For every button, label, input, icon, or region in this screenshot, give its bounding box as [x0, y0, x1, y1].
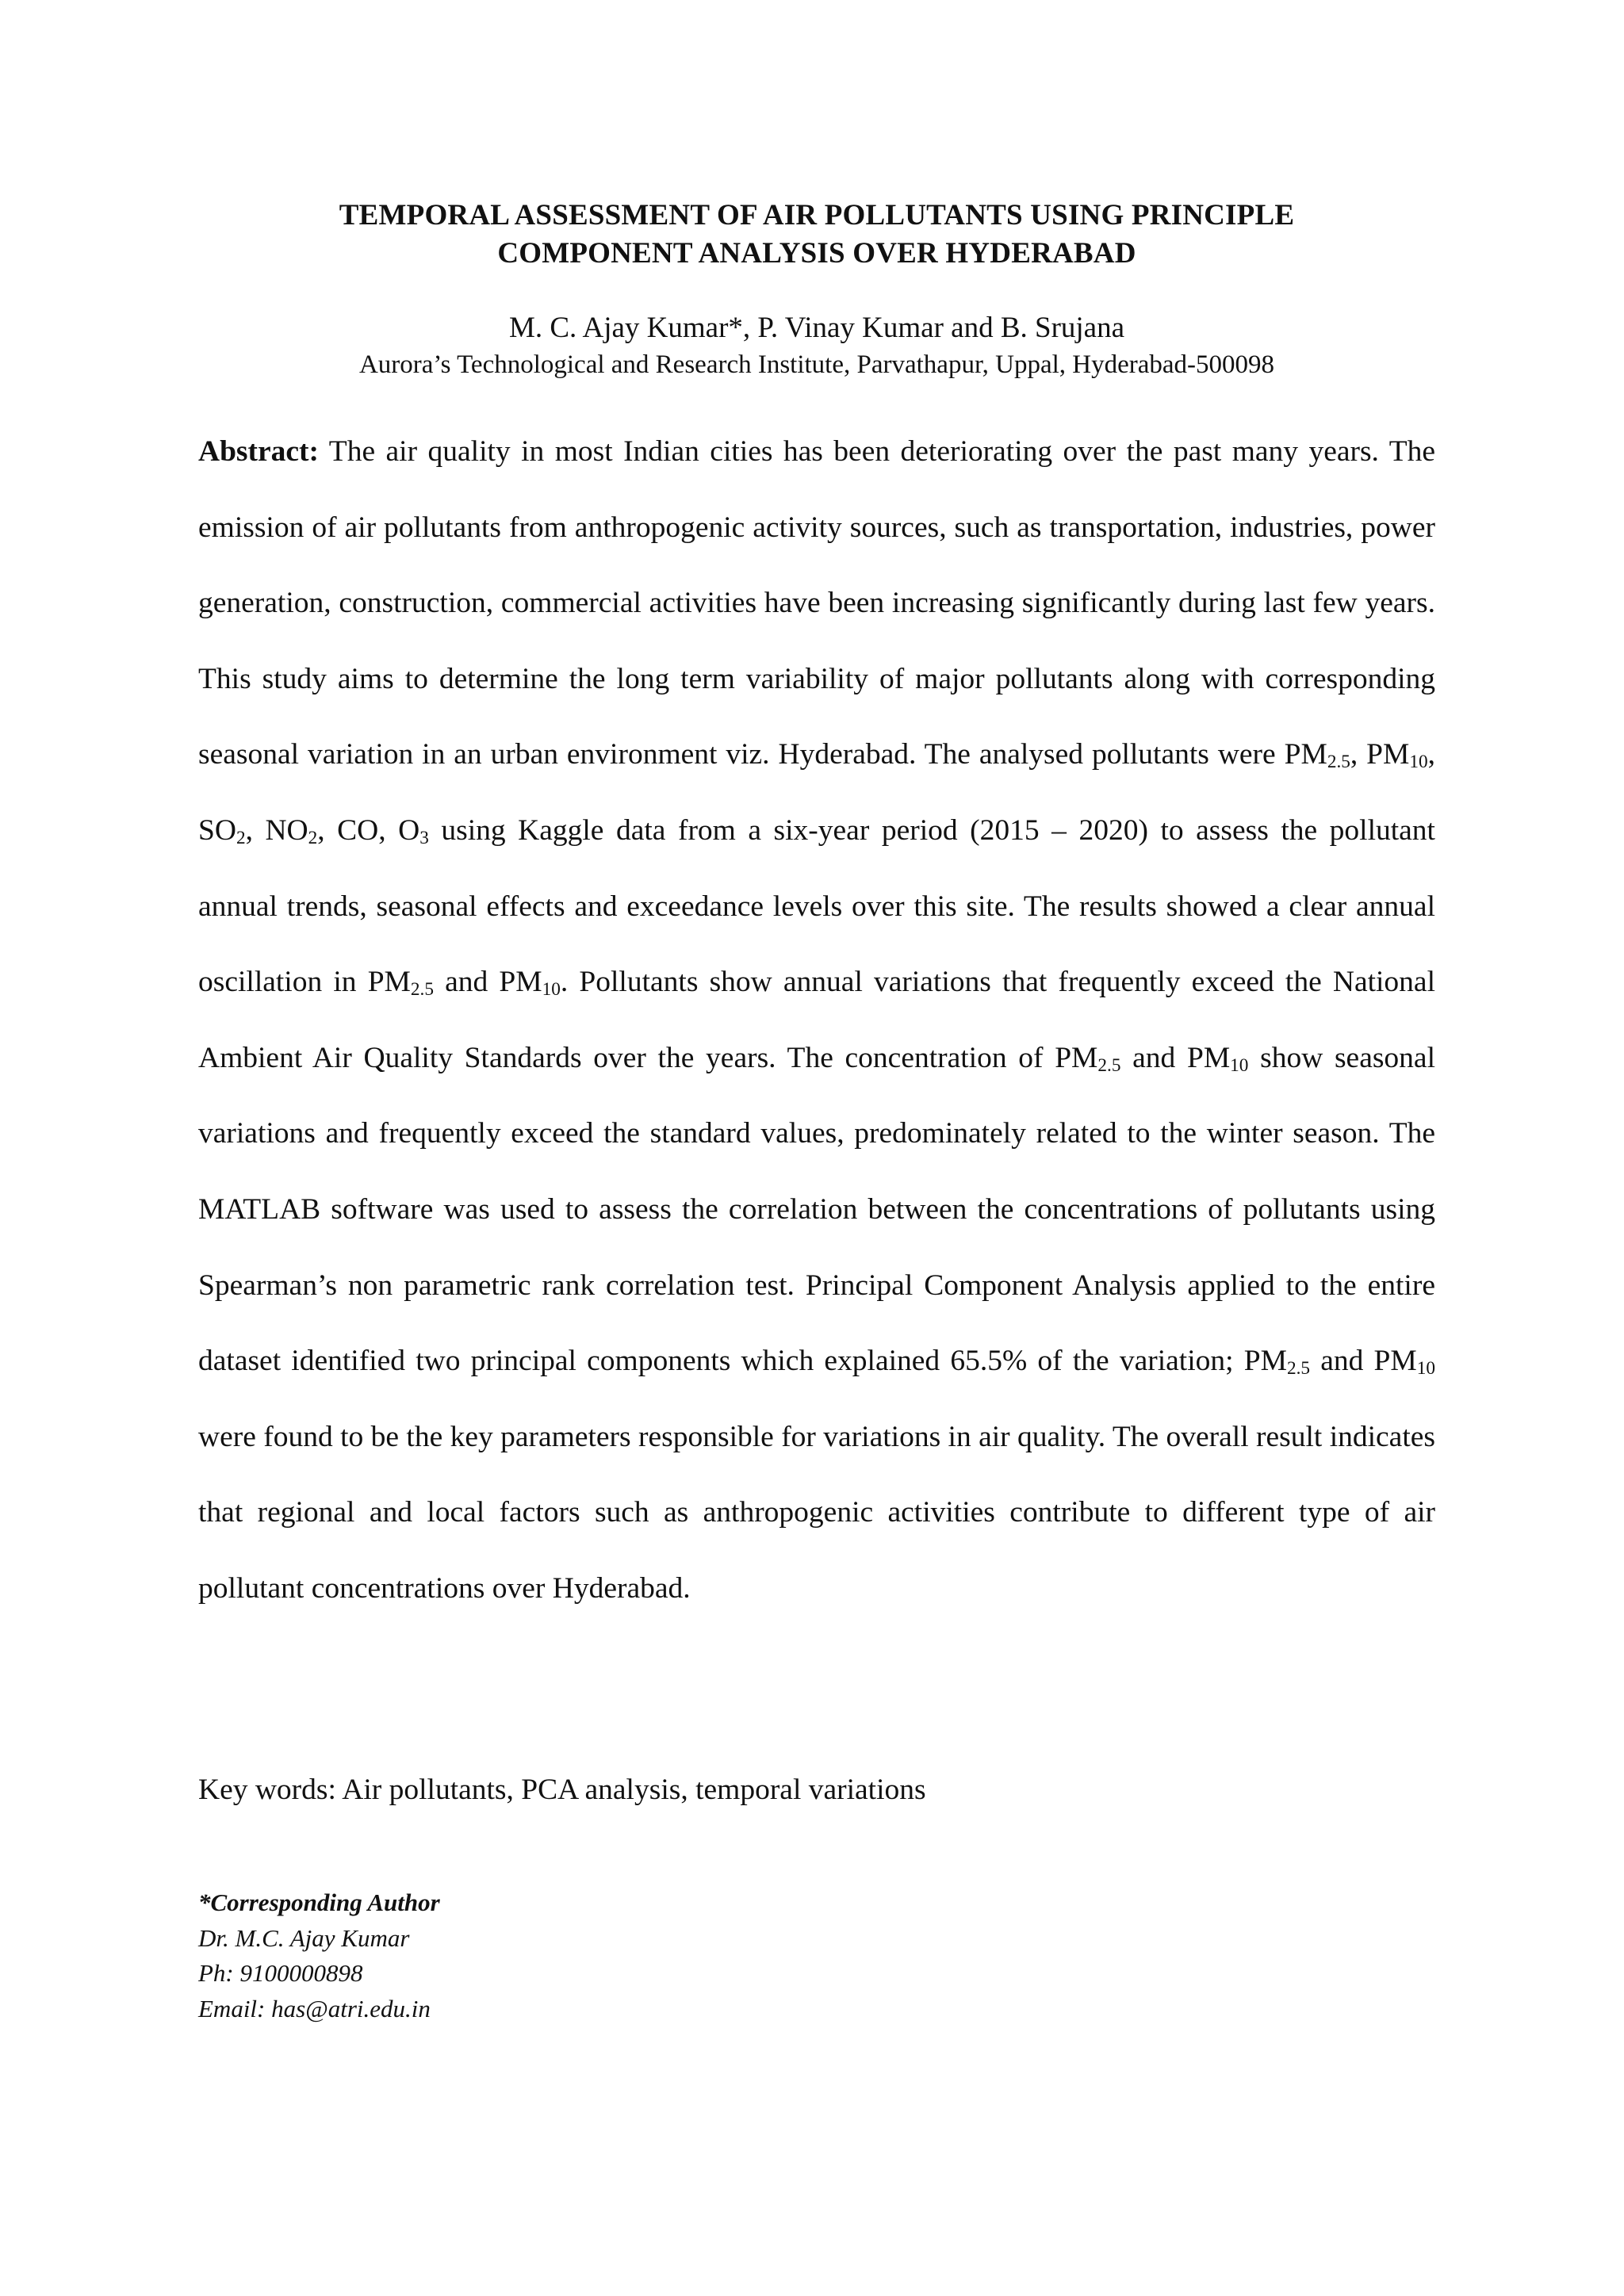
- abstract-label: Abstract:: [198, 435, 320, 468]
- subscript: 2.5: [1327, 752, 1350, 773]
- abstract-text: , SO: [198, 738, 1436, 847]
- corresponding-phone: Ph: 9100000898: [198, 1959, 363, 1987]
- subscript: 2.5: [410, 979, 434, 1001]
- abstract-text: . Pollutants show annual variations that frequently exceed the National Ambient Air Quality Standards over the years. The concentration of PM: [198, 966, 1435, 1074]
- keywords: Key words: Air pollutants, PCA analysis, temporal variations: [198, 1774, 926, 1806]
- paper-title: [198, 197, 1435, 273]
- corresponding-email: Email: has@atri.edu.in: [198, 1994, 431, 2022]
- subscript: 10: [1416, 1358, 1436, 1380]
- abstract-text: were found to be the key parameters responsible for variations in air quality. The overall result indicates that regional and local factors such as anthropogenic activities contribute to different type of air pollutant concentrations over Hyderabad.: [198, 1420, 1435, 1605]
- corresponding-name: Dr. M.C. Ajay Kumar: [198, 1923, 410, 1952]
- abstract-text: using Kaggle data from a six-year period (2015 – 2020) to assess the pollutant annual trends, seasonal effects and exceedance levels over this site. The results showed a clear annual oscillation in PM: [198, 813, 1435, 999]
- affiliation: Aurora’s Technological and Research Institute, Parvathapur, Uppal, Hyderabad-500098: [358, 350, 1275, 379]
- corresponding-author-block: [198, 1885, 991, 2026]
- subscript: 10: [542, 979, 561, 1001]
- subscript: 2: [236, 828, 246, 849]
- subscript: 2.5: [1097, 1054, 1121, 1076]
- abstract-text: and PM: [433, 966, 542, 999]
- subscript: 3: [419, 828, 429, 849]
- abstract-text: , PM: [1350, 738, 1410, 771]
- abstract-text: and PM: [1120, 1041, 1231, 1074]
- abstract-text: show seasonal variations and frequently exceed the standard values, predominately related to the winter season. The MATLAB software was used to assess the correlation between the concentrations of pollutants using Spearman’s non parametric rank correlation test. Principal Component Analysis applied to the entire dataset identified two principal components which explained 65.5% of the variation; PM: [198, 1041, 1435, 1378]
- abstract-text: and PM: [1310, 1345, 1417, 1378]
- subscript: 10: [1230, 1054, 1249, 1076]
- title-line-2: COMPONENT ANALYSIS OVER HYDERABAD: [497, 237, 1136, 270]
- abstract-text: The air quality in most Indian cities has been deteriorating over the past many years. The emission of air pollutants from anthropogenic activity sources, such as transportation, industries, power generation, construction, commercial activities have been increasing significantly during last few years. This study aims to determine the long term variability of major pollutants along with corresponding seasonal variation in an urban environment viz. Hyderabad. The analysed pollutants were PM: [198, 435, 1435, 771]
- abstract-text: , CO, O: [317, 813, 420, 847]
- author-list: M. C. Ajay Kumar*, P. Vinay Kumar and B. Srujana: [508, 312, 1125, 344]
- subscript: 2.5: [1286, 1358, 1311, 1380]
- abstract-text: , NO: [245, 813, 308, 847]
- subscript: 2: [308, 828, 318, 849]
- corresponding-heading: *Corresponding Author: [198, 1888, 440, 1916]
- subscript: 10: [1409, 752, 1428, 773]
- abstract-paragraph: [198, 414, 1435, 1627]
- title-line-1: TEMPORAL ASSESSMENT OF AIR POLLUTANTS USING PRINCIPLE: [339, 199, 1295, 232]
